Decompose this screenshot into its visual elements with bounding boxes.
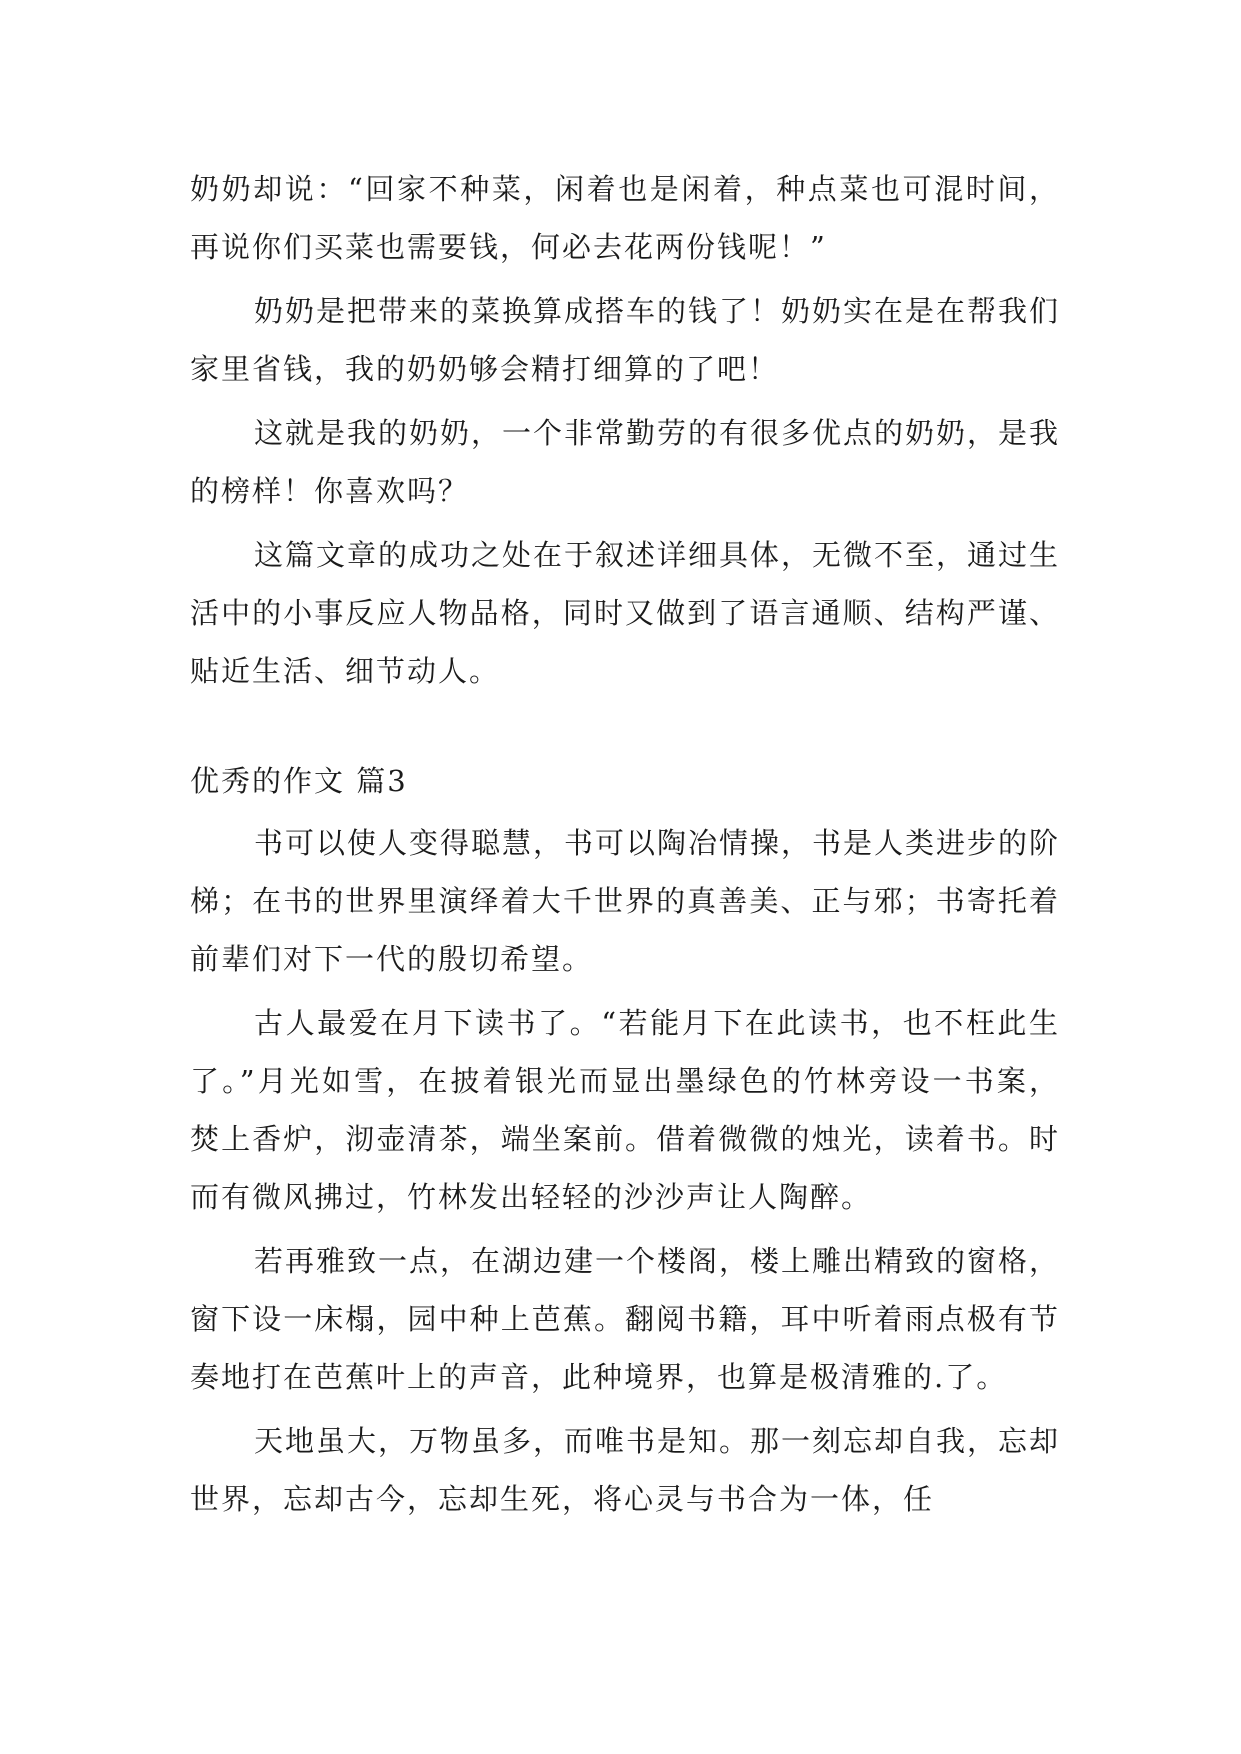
paragraph-commentary: 这篇文章的成功之处在于叙述详细具体，无微不至，通过生活中的小事反应人物品格，同时又做到了语言通顺、结构严谨、贴近生活、细节动人。 (190, 538, 1061, 688)
paragraph-lakeside-pavilion: 若再雅致一点，在湖边建一个楼阁，楼上雕出精致的窗格，窗下设一床榻，园中种上芭蕉。翻阅书籍，耳中听着雨点极有节奏地打在芭蕉叶上的声音，此种境界，也算是极清雅的.了。 (190, 1244, 1061, 1394)
paragraph-grandma-saving: 奶奶是把带来的菜换算成搭车的钱了！奶奶实在是在帮我们家里省钱，我的奶奶够会精打细算的了吧！ (190, 294, 1061, 386)
section-heading: 优秀的作文 篇3 (190, 764, 408, 798)
paragraph-grandma-role-model: 这就是我的奶奶，一个非常勤劳的有很多优点的奶奶，是我的榜样！你喜欢吗？ (190, 416, 1061, 508)
paragraph-grandma-reply: 奶奶却说：“回家不种菜，闲着也是闲着，种点菜也可混时间，再说你们买菜也需要钱，何必去花两份钱呢！” (190, 172, 1060, 264)
document-page (190, 150, 1060, 1534)
paragraph-books-intro: 书可以使人变得聪慧，书可以陶冶情操，书是人类进步的阶梯；在书的世界里演绎着大千世界的真善美、正与邪；书寄托着前辈们对下一代的殷切希望。 (190, 826, 1061, 976)
paragraph-moonlight-reading: 古人最爱在月下读书了。“若能月下在此读书，也不枉此生了。”月光如雪，在披着银光而显出墨绿色的竹林旁设一书案，焚上香炉，沏壶清茶，端坐案前。借着微微的烛光，读着书。时而有微风拂过，竹林发出轻轻的沙沙声让人陶醉。 (190, 1006, 1060, 1214)
paragraph-heaven-and-earth: 天地虽大，万物虽多，而唯书是知。那一刻忘却自我，忘却世界，忘却古今，忘却生死，将心灵与书合为一体，任 (190, 1424, 1061, 1516)
